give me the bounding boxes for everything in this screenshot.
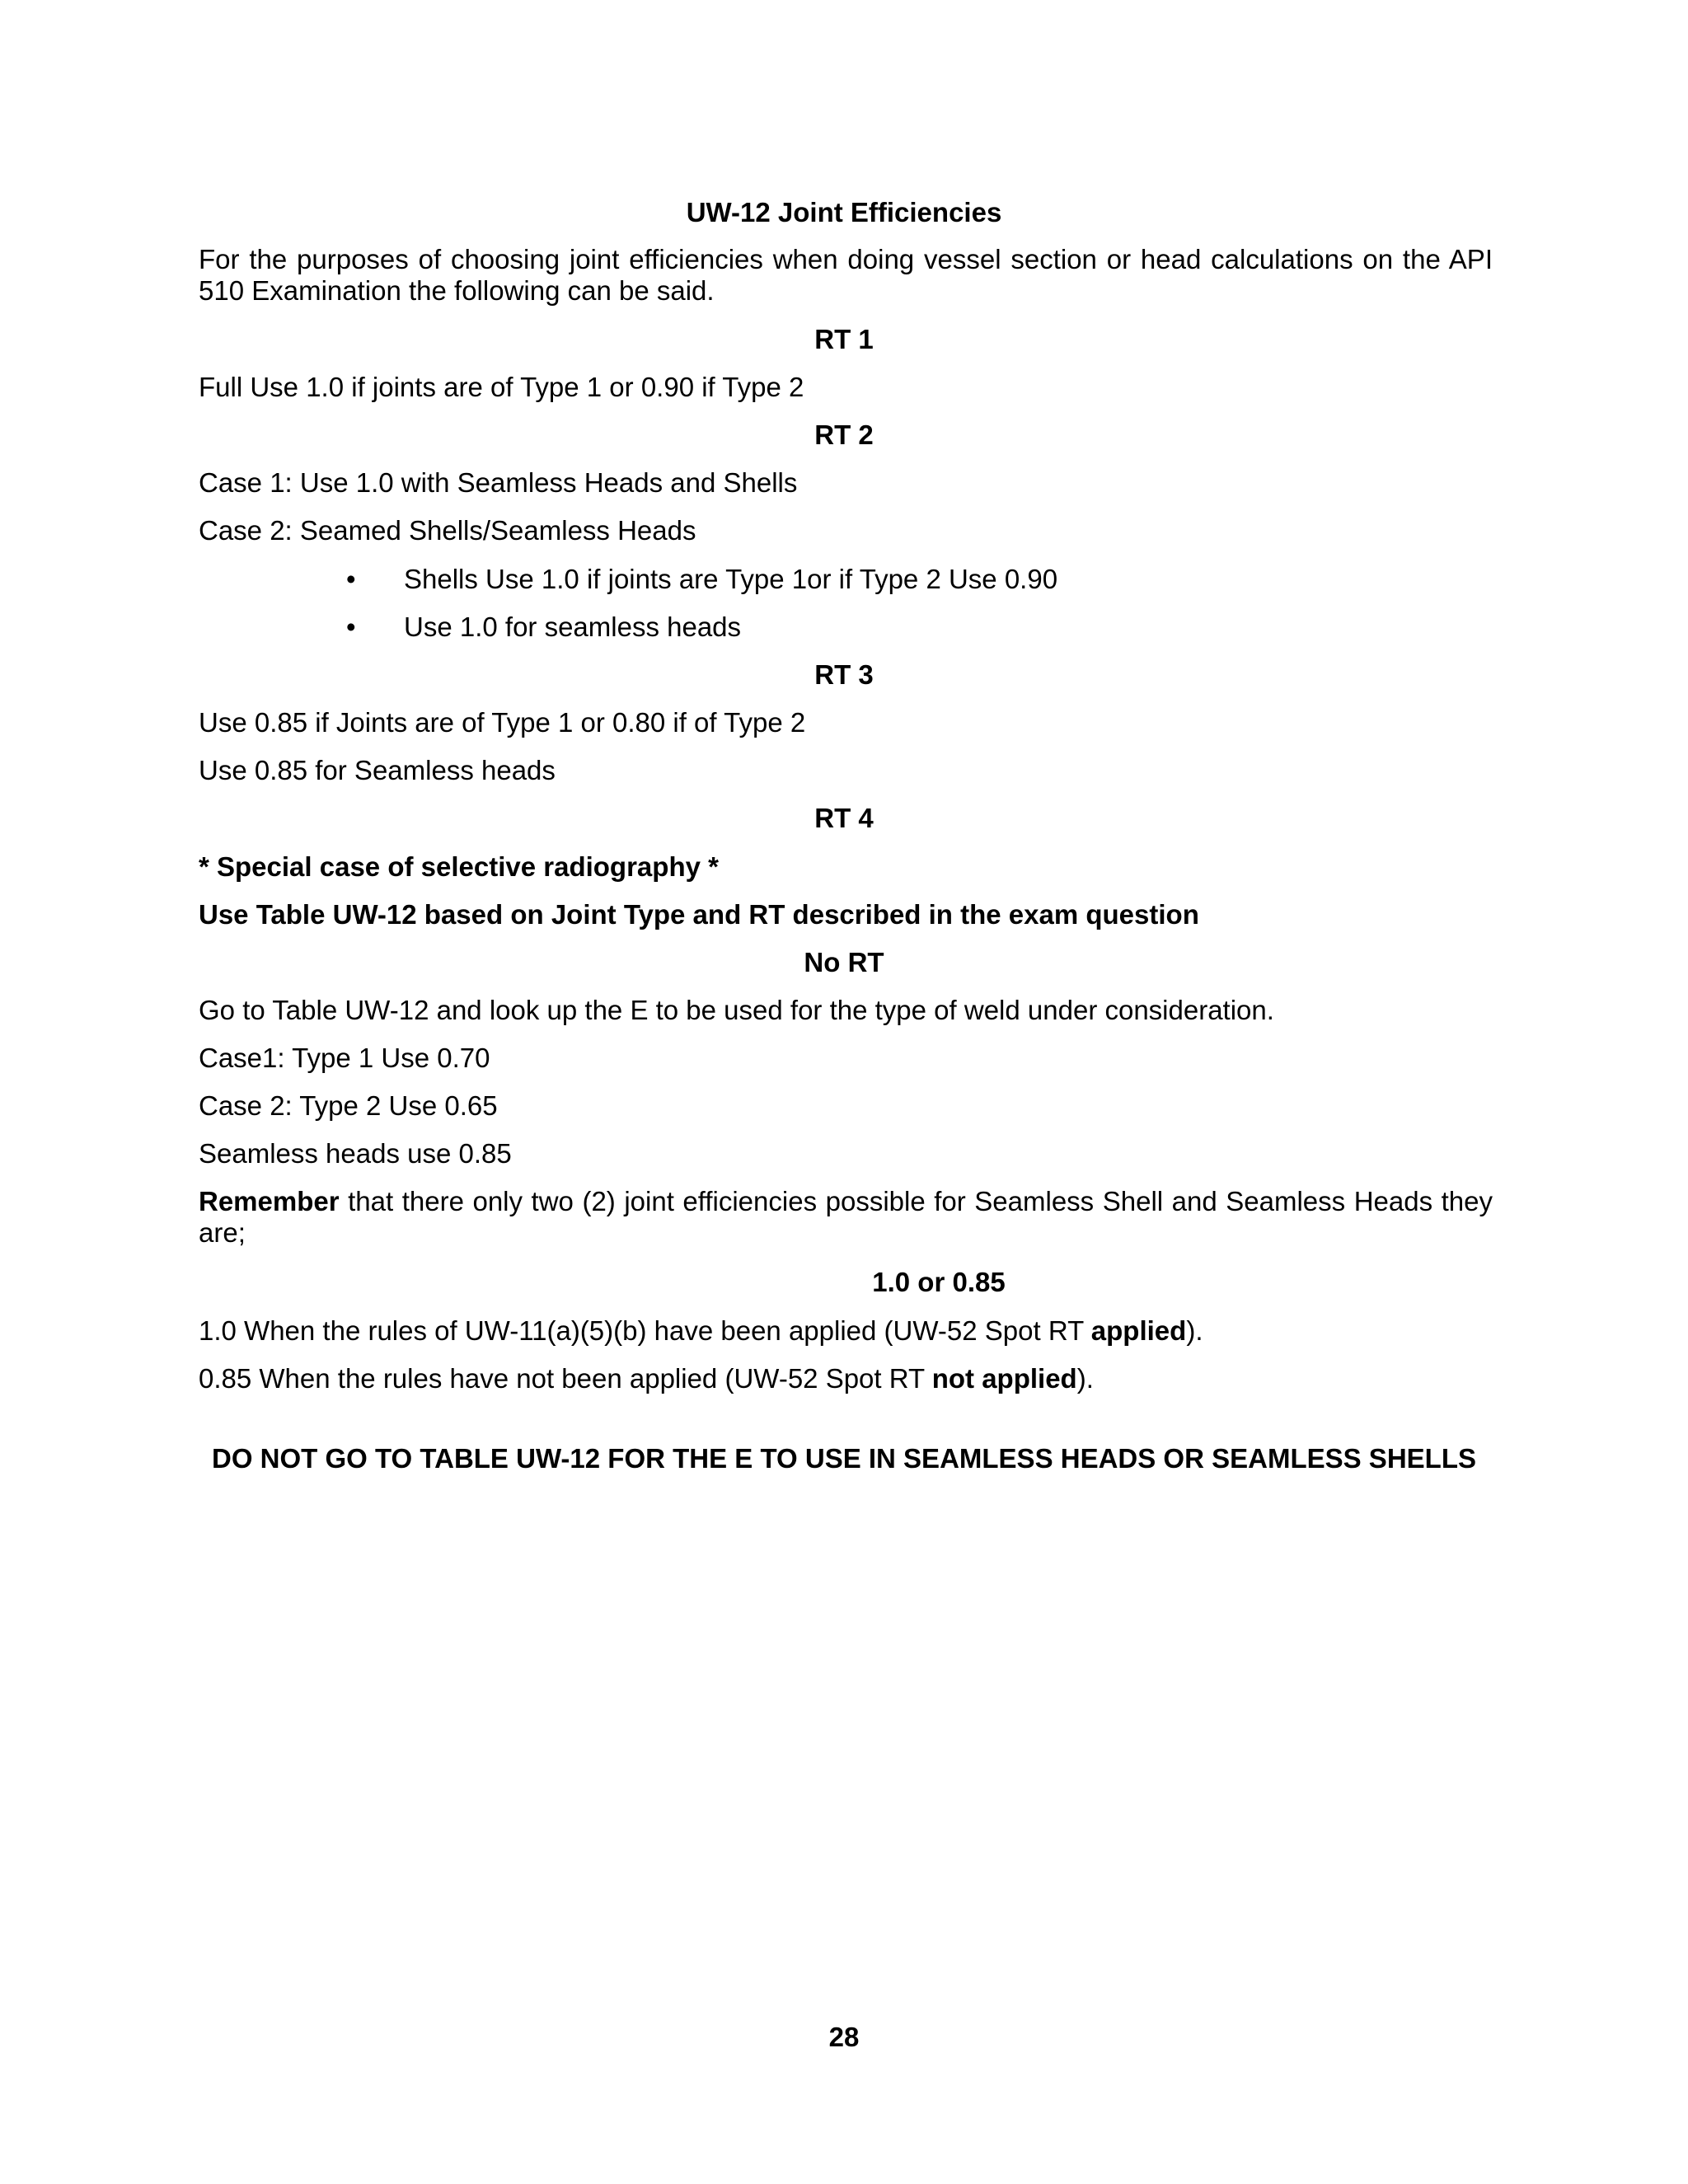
rt3-line2: Use 0.85 for Seamless heads (199, 755, 556, 785)
not-applied-post: ). (1076, 1363, 1094, 1394)
no-rt-case2: Case 2: Type 2 Use 0.65 (199, 1090, 498, 1121)
no-rt-heading: No RT (804, 947, 884, 977)
page-number: 28 (828, 2022, 860, 2052)
rt4-heading: RT 4 (814, 803, 874, 833)
no-rt-case1: Case1: Type 1 Use 0.70 (199, 1043, 490, 1073)
rt3-line1: Use 0.85 if Joints are of Type 1 or 0.80 if of Type 2 (199, 707, 806, 738)
remember-paragraph (199, 1186, 1493, 1249)
bullet-marker: • (346, 612, 356, 642)
rt1-heading: RT 1 (814, 324, 874, 354)
rt3-heading: RT 3 (814, 659, 874, 690)
not-applied-pre: 0.85 When the rules have not been applied (UW-52 Spot RT (199, 1363, 932, 1394)
not-applied-line (199, 1362, 1094, 1395)
applied-bold: applied (1090, 1315, 1187, 1346)
remember-text: that there only two (2) joint efficiencies possible for Seamless Shell and Seamless Heads they are; (199, 1186, 1493, 1248)
remember-label: Remember (199, 1186, 340, 1216)
rt2-case2: Case 2: Seamed Shells/Seamless Heads (199, 515, 696, 546)
bullet-marker: • (346, 564, 356, 594)
rt2-bullet-1: Shells Use 1.0 if joints are Type 1or if Type 2 Use 0.90 (404, 564, 1058, 594)
no-rt-seamless: Seamless heads use 0.85 (199, 1138, 512, 1169)
rt4-use-table: Use Table UW-12 based on Joint Type and RT described in the exam question (199, 899, 1199, 930)
rt4-special-note: * Special case of selective radiography * (199, 851, 719, 882)
page-title: UW-12 Joint Efficiencies (686, 197, 1002, 227)
intro-paragraph: For the purposes of choosing joint efficiencies when doing vessel section or head calculations on the API 510 Examination the following can be said. (199, 244, 1493, 306)
values-heading: 1.0 or 0.85 (872, 1267, 1006, 1297)
no-rt-line1: Go to Table UW-12 and look up the E to be used for the type of weld under consideration. (199, 995, 1274, 1025)
applied-pre: 1.0 When the rules of UW-11(a)(5)(b) have been applied (UW-52 Spot RT (199, 1315, 1091, 1346)
applied-post: ). (1186, 1315, 1203, 1346)
warning-text: DO NOT GO TO TABLE UW-12 FOR THE E TO USE IN SEAMLESS HEADS OR SEAMLESS SHELLS (212, 1443, 1476, 1474)
applied-line (199, 1315, 1203, 1347)
not-applied-bold: not applied (931, 1363, 1077, 1394)
rt1-text: Full Use 1.0 if joints are of Type 1 or 0.90 if Type 2 (199, 372, 804, 402)
rt2-heading: RT 2 (814, 419, 874, 450)
rt2-case1: Case 1: Use 1.0 with Seamless Heads and Shells (199, 467, 798, 498)
rt2-bullet-2: Use 1.0 for seamless heads (404, 612, 742, 642)
